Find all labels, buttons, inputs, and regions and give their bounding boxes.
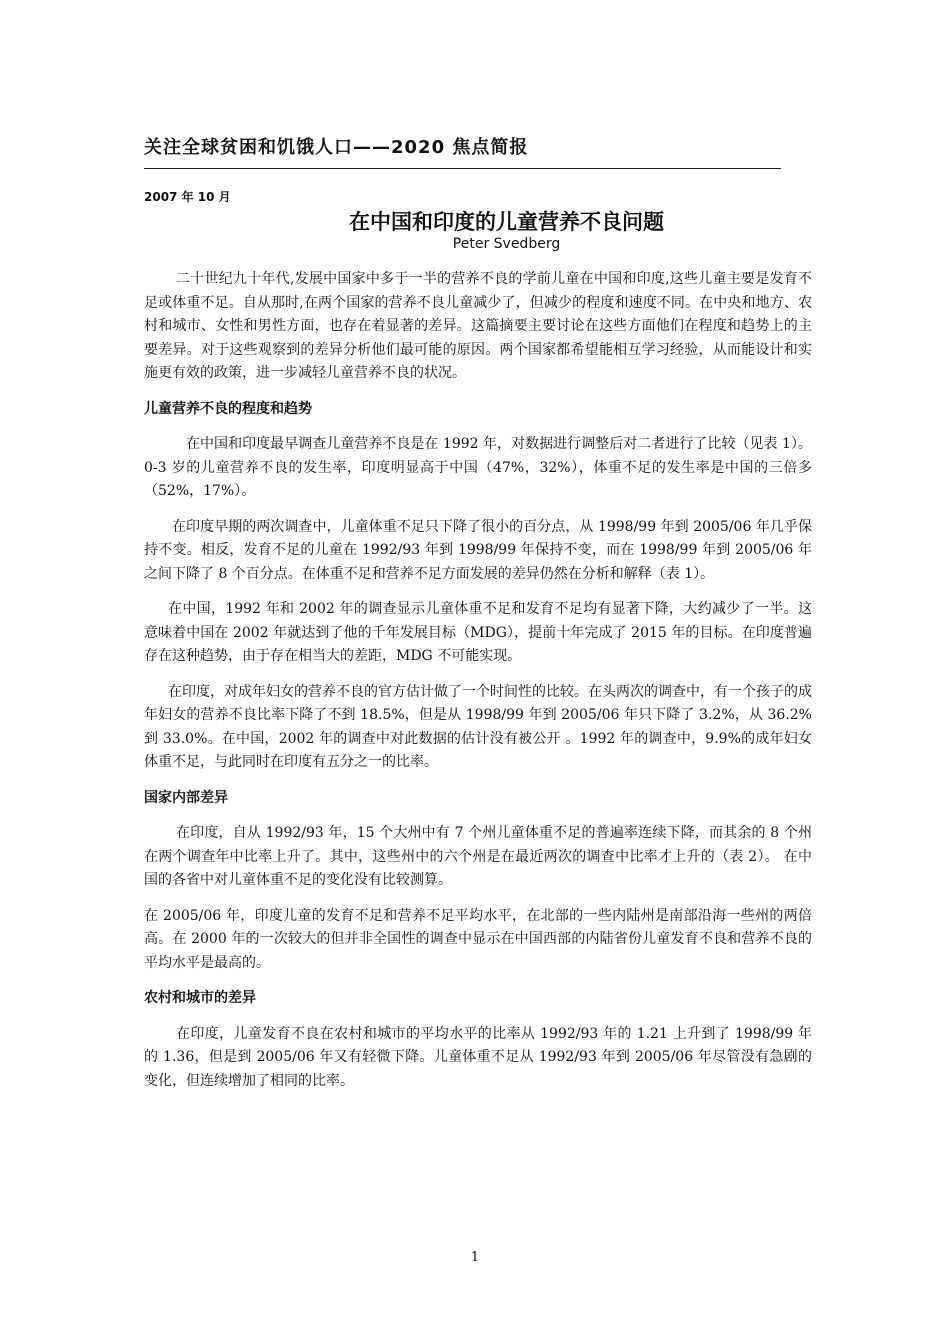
brief-series-title: 关注全球贫困和饥饿人口——2020 焦点简报 <box>144 137 529 158</box>
section-heading-internal-differences: 国家内部差异 <box>144 789 228 806</box>
section-heading-rural-urban: 农村和城市的差异 <box>144 990 256 1006</box>
paragraph: 在 2005/06 年，印度儿童的发育不足和营养不足平均水平，在北部的一些内陆州是南部沿海一些州的两倍高。在 2000 年的一次较大的但并非全国性的调查中显示在中国西部的内陆省份儿童发育不良和营养不良的平均水平是最高的。 <box>144 907 812 971</box>
paragraph: 在印度，儿童发育不良在农村和城市的平均水平的比率从 1992/93 年的 1.21 上升到了 1998/99 年的 1.36，但是到 2005/06 年又有轻微下降。儿童体重不足从 1992/93 年到 2005/06 年尽管没有急剧的变化，但连续增加了相同的比率。 <box>144 1025 812 1089</box>
paragraph: 在中国和印度最早调查儿童营养不良是在 1992 年，对数据进行调整后对二者进行了比较（见表 1）。0-3 岁的儿童营养不良的发生率，印度明显高于中国（47%，32%），体重不足的发生率是中国的三倍多（52%，17%）。 <box>144 436 812 499</box>
intro-paragraph: 二十世纪九十年代,发展中国家中多于一半的营养不良的学前儿童在中国和印度,这些儿童主要是发育不足或体重不足。自从那时,在两个国家的营养不良儿童减少了，但减少的程度和速度不同。在中央和地方、农村和城市、女性和男性方面，也存在着显著的差异。这篇摘要主要讨论在这些方面他们在程度和趋势上的主要差异。对于这些观察到的差异分析他们最可能的原因。两个国家都希望能相互学习经验，从而能设计和实施更有效的政策，进一步减轻儿童营养不良的状况。 <box>144 271 812 381</box>
article-body <box>144 268 812 1105</box>
article-author: Peter Svedberg <box>452 236 561 252</box>
section-heading-extent-trends: 儿童营养不良的程度和趋势 <box>144 400 312 417</box>
paragraph: 在印度早期的两次调查中，儿童体重不足只下降了很小的百分点，从 1998/99 年到 2005/06 年几乎保持不变。相反，发育不足的儿童在 1992/93 年到 1998/99 年保持不变，而在 1998/99 年到 2005/06 年之间下降了 8 个百分点。在体重不足和营养不足方面发展的差异仍然在分析和解释（表 1）。 <box>144 518 812 582</box>
paragraph: 在中国，1992 年和 2002 年的调查显示儿童体重不足和发育不足均有显著下降，大约减少了一半。这意味着中国在 2002 年就达到了他的千年发展目标（MDG），提前十年完成了 2015 年的目标。在印度普遍存在这种趋势，由于存在相当大的差距，MDG 不可能实现。 <box>144 601 812 664</box>
article-title: 在中国和印度的儿童营养不良问题 <box>349 210 664 234</box>
publication-date: 2007 年 10 月 <box>144 190 231 204</box>
paragraph: 在印度，对成年妇女的营养不良的官方估计做了一个时间性的比较。在头两次的调查中，有一个孩子的成年妇女的营养不良比率下降了不到 18.5%，但是从 1998/99 年到 2005/06 年只下降了 3.2%，从 36.2%到 33.0%。在中国，2002 年的调查中对此数据的估计没有被公开 。1992 年的调查中，9.9%的成年妇女体重不足，与此同时在印度有五分之一的比率。 <box>144 683 812 770</box>
page-number: 1 <box>470 1250 480 1265</box>
header-divider <box>144 168 781 169</box>
paragraph: 在印度，自从 1992/93 年，15 个大州中有 7 个州儿童体重不足的普遍率连续下降，而其余的 8 个州在两个调查年中比率上升了。其中，这些州中的六个州是在最近两次的调查中比率才上升的（表 2）。 在中国的各省中对儿童体重不足的变化没有比较测算。 <box>144 825 812 888</box>
